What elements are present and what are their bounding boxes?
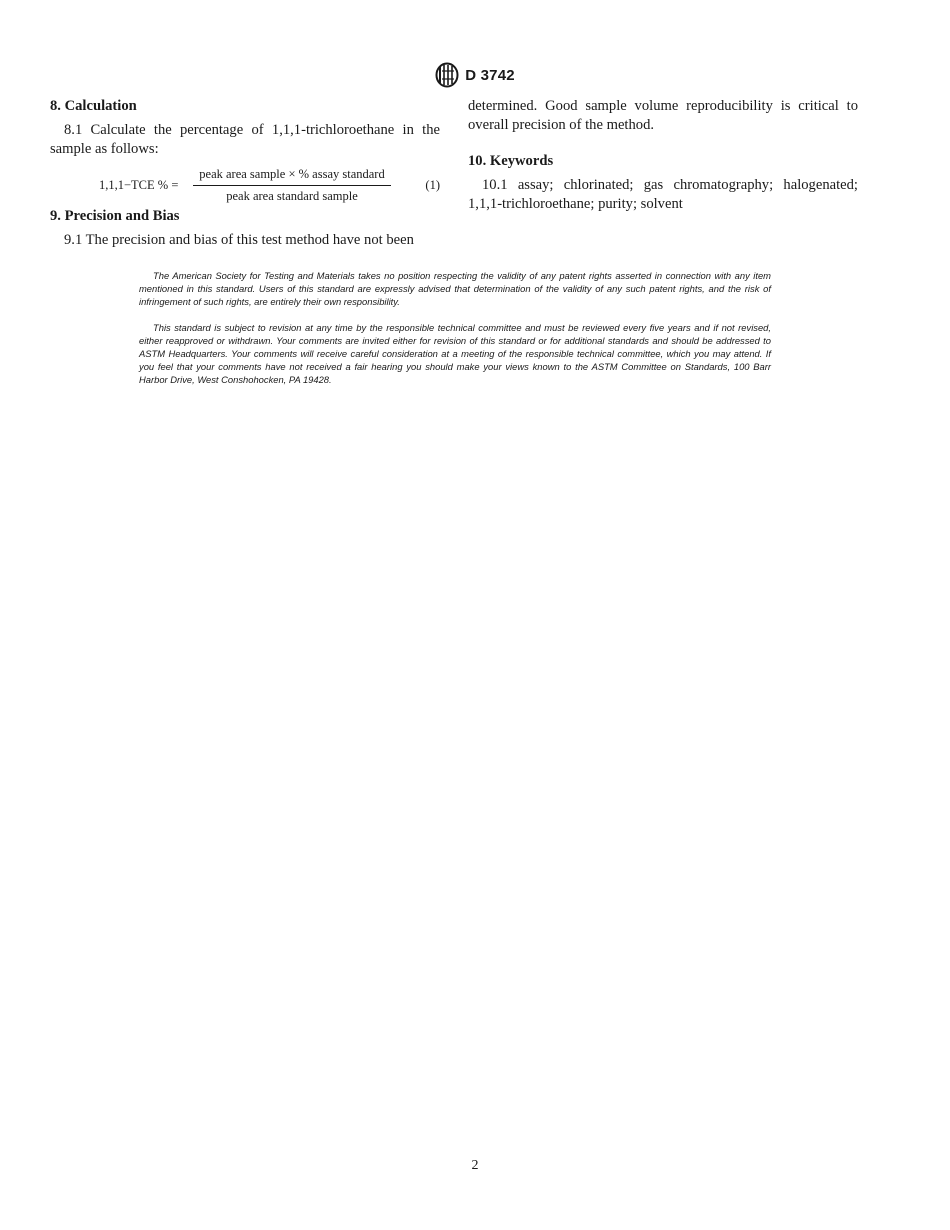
right-column <box>468 97 858 214</box>
equation-1 <box>50 165 440 205</box>
left-column <box>50 97 440 250</box>
page-number: 2 <box>471 1158 479 1173</box>
standard-designation: D 3742 <box>465 66 515 84</box>
legal-notices <box>139 269 771 399</box>
equation-fraction <box>193 165 391 206</box>
patent-notice: The American Society for Testing and Materials takes no position respecting the validity of any patent rights asserted in connection with any item mentioned in this standard. Users of this standard are expressly advised that determination of the validity of any such patent rights, and the risk of infringement of such rights, are entirely their own responsibility. <box>139 270 771 307</box>
equation-numerator: peak area sample × % assay standard <box>193 165 391 186</box>
section-10-heading: 10. Keywords <box>468 153 554 169</box>
paragraph-8-1: 8.1 Calculate the percentage of 1,1,1-trichloroethane in the sample as follows: <box>50 122 440 157</box>
paragraph-9-1-continued: determined. Good sample volume reproducibility is critical to overall precision of the method. <box>468 98 858 133</box>
equation-lhs: 1,1,1−TCE % = <box>99 178 179 192</box>
section-8-heading: 8. Calculation <box>50 98 137 114</box>
astm-logo-icon <box>435 62 459 88</box>
revision-notice: This standard is subject to revision at any time by the responsible technical committee and must be reviewed every five years and if not revised, either reapproved or withdrawn. Your comments are invited either for revision of this standard or for additional standards and should be addressed to ASTM Headquarters. Your comments will receive careful consideration at a meeting of the responsible technical committee, which you may attend. If you feel that your comments have not received a fair hearing you should make your views known to the ASTM Committee on Standards, 100 Barr Harbor Drive, West Conshohocken, PA 19428. <box>139 322 771 385</box>
equation-number: (1) <box>425 178 440 192</box>
paragraph-9-1-start: 9.1 The precision and bias of this test method have not been <box>64 232 414 248</box>
section-9-heading: 9. Precision and Bias <box>50 208 180 224</box>
page-header <box>0 62 950 88</box>
paragraph-10-1: 10.1 assay; chlorinated; gas chromatography; halogenated; 1,1,1-trichloroethane; purity; solvent <box>468 177 858 212</box>
equation-denominator: peak area standard sample <box>226 189 358 203</box>
